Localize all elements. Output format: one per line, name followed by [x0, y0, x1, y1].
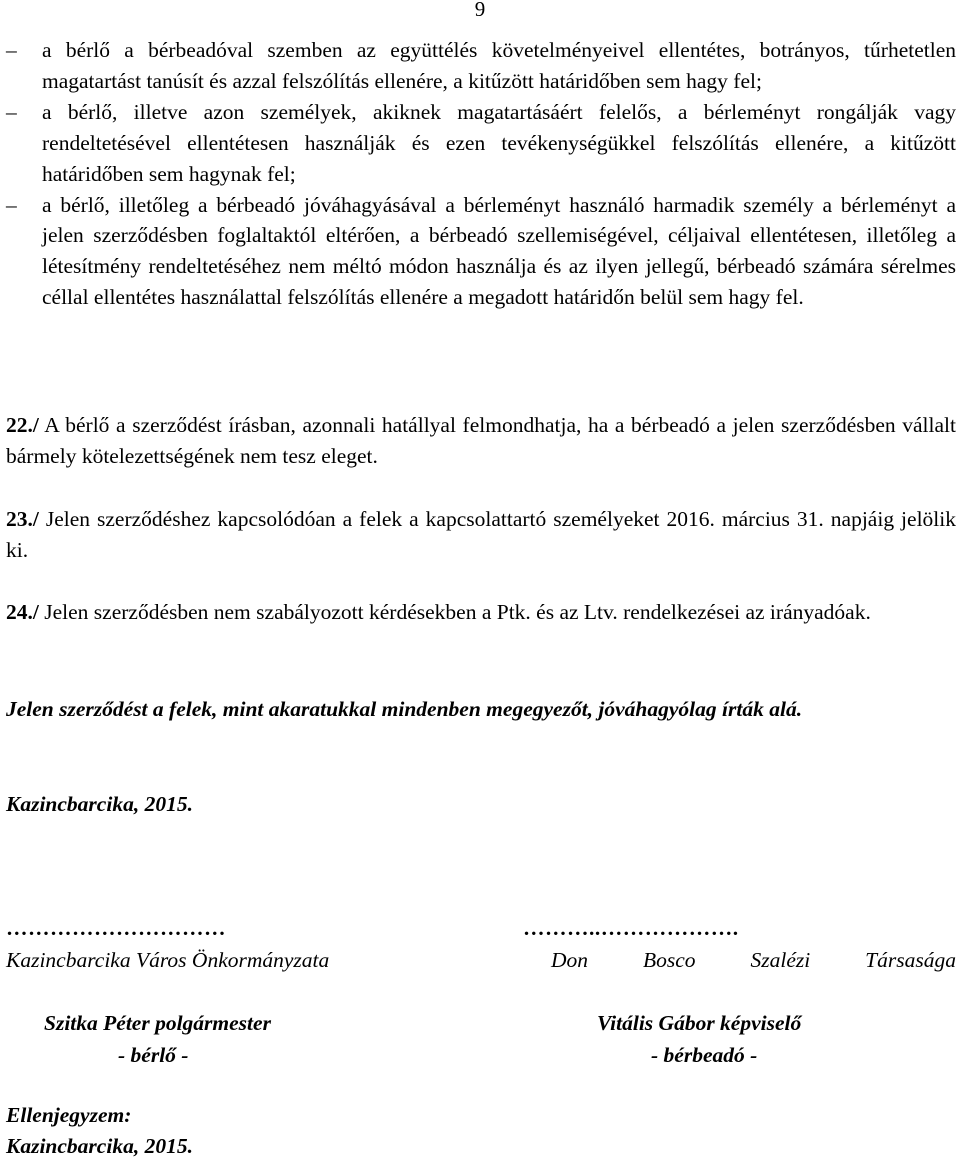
signing-statement: Jelen szerződést a felek, mint akaratukkal mindenben megegyezőt, jóváhagyólag írták alá. [6, 697, 803, 721]
dash-bullet-icon: – [6, 99, 17, 124]
countersign-place-date: Kazincbarcika, 2015. [6, 1134, 193, 1158]
signer-role-right: - bérbeadó - [651, 1043, 758, 1067]
clause-23 [6, 504, 956, 566]
signer-role-left: - bérlő - [118, 1043, 189, 1067]
signature-line-left: ………………………… [6, 916, 226, 940]
clause-22 [6, 410, 956, 472]
page-number: 9 [474, 0, 486, 21]
dash-bullet-icon: – [6, 38, 17, 62]
list-item-text: a bérlő, illetőleg a bérbeadó jóváhagyásával a bérleményt használó harmadik személy a bérleményt a jelen szerződésben foglaltaktól eltérően, a bérbeadó szellemiségével, céljaival ellentétesen, illetőleg a létesítmény rendeltetéséhez nem méltó módon használja és az ilyen jellegű, bérbeadó számára sérelmes céllal ellentétes használattal felszólítás ellenére a megadott határidőn belül sem hagy fel. [42, 192, 956, 310]
countersign-label: Ellenjegyzem: [6, 1103, 132, 1127]
place-date: Kazincbarcika, 2015. [6, 792, 193, 816]
clause-text: A bérlő a szerződést írásban, azonnali hatállyal felmondhatja, ha a bérbeadó a jelen szerződésben vállalt bármely kötelezettségének nem tesz eleget. [6, 413, 956, 468]
signer-name-left: Szitka Péter polgármester [44, 1011, 271, 1035]
list-item [6, 97, 956, 190]
signer-name-right: Vitális Gábor képviselő [597, 1011, 802, 1035]
list-item-text: a bérlő a bérbeadóval szemben az együttélés követelményeivel ellentétes, botrányos, tűrhetetlen magatartást tanúsít és azzal felszólítás ellenére, a kitűzött határidőben sem hagy fel; [42, 38, 956, 93]
list-item [6, 35, 956, 97]
clause-text: Jelen szerződésben nem szabályozott kérdésekben a Ptk. és az Ltv. rendelkezései az irányadóak. [38, 600, 871, 624]
list-item [6, 190, 956, 314]
termination-conditions-list [6, 35, 956, 313]
party-name-left: Kazincbarcika Város Önkormányzata [6, 948, 330, 972]
signature-line-right: ………..………………. [523, 916, 739, 940]
clause-number: 22./ [6, 413, 39, 437]
list-item-text: a bérlő, illetve azon személyek, akiknek magatartásáért felelős, a bérleményt rongálják vagy rendeltetésével ellentétesen használják és ezen tevékenységükkel felszólítás ellenére, a kitűzött határidőben sem hagynak fel; [42, 99, 956, 186]
clause-24 [6, 597, 956, 628]
dash-bullet-icon: – [6, 192, 17, 217]
clause-text: Jelen szerződéshez kapcsolódóan a felek a kapcsolattartó személyeket 2016. március 31. napjáig jelölik ki. [6, 507, 956, 562]
party-name-right: Don Bosco Szalézi Társasága [551, 948, 956, 972]
clause-number: 24./ [6, 600, 39, 624]
clause-number: 23./ [6, 507, 39, 531]
